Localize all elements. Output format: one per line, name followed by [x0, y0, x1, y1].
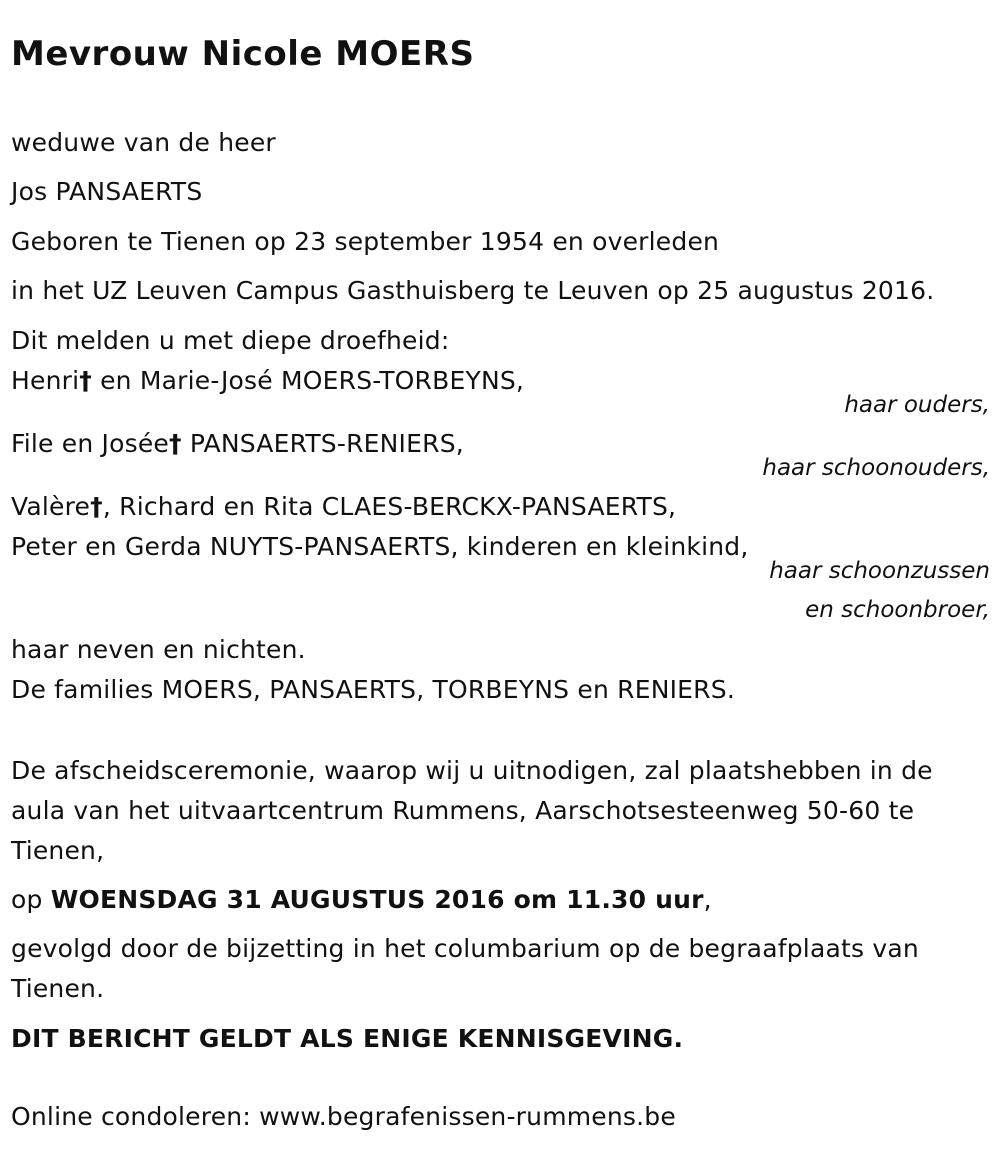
- families-line: De families MOERS, PANSAERTS, TORBEYNS en RENIERS.: [11, 675, 735, 704]
- inlaws-rest: PANSAERTS-RENIERS,: [181, 429, 464, 458]
- cross-icon: †: [90, 492, 103, 521]
- followed-text: gevolgd door de bijzetting in het columbarium op de begraafplaats van Tienen.: [11, 934, 919, 1003]
- death-line: in het UZ Leuven Campus Gasthuisberg te Leuven op 25 augustus 2016.: [11, 276, 935, 305]
- siblings-line-1: [11, 492, 676, 521]
- cousins-line: haar neven en nichten.: [11, 635, 306, 664]
- ceremony-date: WOENSDAG 31 AUGUSTUS 2016 om 11.30 uur: [50, 885, 704, 914]
- cross-icon: †: [169, 429, 182, 458]
- parents-rest: en Marie-José MOERS-TORBEYNS,: [91, 366, 525, 395]
- siblings-rest: , Richard en Rita CLAES-BERCKX-PANSAERTS,: [102, 492, 677, 521]
- inlaws-line: [11, 429, 464, 458]
- inlaws-role: haar schoonouders,: [762, 455, 990, 481]
- spouse-name: Jos PANSAERTS: [11, 177, 203, 206]
- ceremony-text: De afscheidsceremonie, waarop wij u uitnodigen, zal plaatshebben in de aula van het uitvaartcentrum Rummens, Aarschotsesteenweg 50-60 te Tienen,: [11, 756, 933, 865]
- condolence-line: Online condoleren: www.begrafenissen-rummens.be: [11, 1102, 676, 1131]
- parents-line: [11, 366, 524, 395]
- notice-line: DIT BERICHT GELDT ALS ENIGE KENNISGEVING.: [11, 1024, 684, 1053]
- page-title: Mevrouw Nicole MOERS: [11, 34, 475, 74]
- announce-line: Dit melden u met diepe droefheid:: [11, 326, 450, 355]
- ceremony-date-line: [11, 885, 712, 914]
- birth-line: Geboren te Tienen op 23 september 1954 en overleden: [11, 227, 720, 256]
- widow-of-line: weduwe van de heer: [11, 128, 276, 157]
- date-prefix: op: [11, 885, 51, 914]
- siblings-role-2: en schoonbroer,: [805, 597, 990, 623]
- parents-first: Henri: [11, 366, 80, 395]
- cross-icon: †: [79, 366, 92, 395]
- date-suffix: ,: [703, 885, 712, 914]
- siblings-role-1: haar schoonzussen: [769, 558, 990, 584]
- siblings-line-2: Peter en Gerda NUYTS-PANSAERTS, kinderen en kleinkind,: [11, 532, 749, 561]
- inlaws-first: File en Josée: [11, 429, 170, 458]
- siblings-first: Valère: [11, 492, 91, 521]
- parents-role: haar ouders,: [844, 392, 990, 418]
